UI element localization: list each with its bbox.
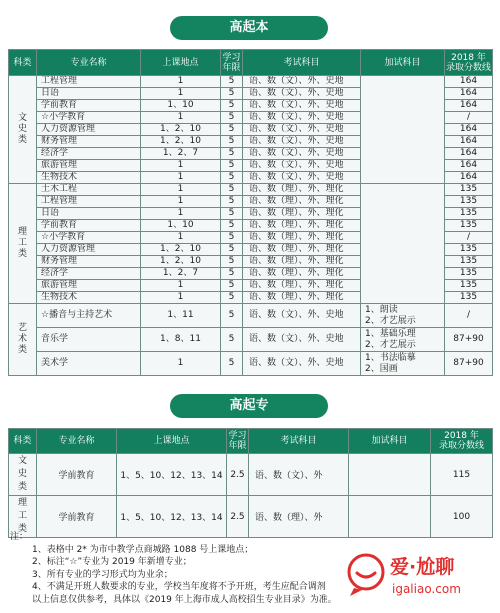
cell-location: 1、10 — [141, 100, 221, 112]
cell-years: 5 — [221, 256, 243, 268]
gaoqiben-body — [9, 76, 493, 376]
cell-score: 87+90 — [445, 352, 493, 376]
cell-location: 1 — [141, 88, 221, 100]
cell-score: 164 — [445, 76, 493, 88]
cell-major: ☆小学教育 — [37, 112, 141, 124]
cell-years: 5 — [221, 88, 243, 100]
chat-bubble-logo-icon — [346, 550, 390, 596]
cell-location: 1 — [141, 292, 221, 304]
cell-major: 人力资源管理 — [37, 124, 141, 136]
cell-major: 旅游管理 — [37, 160, 141, 172]
cell-years: 5 — [221, 292, 243, 304]
header-category: 科类 — [9, 50, 37, 76]
cell-score: 135 — [445, 184, 493, 196]
note-line: 4、不满足开班人数要求的专业，学校当年度将不予开班，考生应配合调剂 — [32, 582, 326, 592]
table-header-row — [9, 429, 493, 454]
cell-years: 5 — [221, 112, 243, 124]
cell-exam: 语、数（理）、外、理化 — [243, 244, 361, 256]
header-score: 2018 年 录取分数线 — [431, 429, 493, 454]
header-major: 专业名称 — [37, 50, 141, 76]
cell-location: 1、2、10 — [141, 244, 221, 256]
cell-location: 1 — [141, 76, 221, 88]
section-title-gaoqiben: 高起本 — [170, 16, 328, 40]
cell-years: 5 — [221, 124, 243, 136]
logo-text: 爱·尬聊 — [390, 556, 455, 578]
cell-location: 1 — [141, 232, 221, 244]
cell-score: 135 — [445, 256, 493, 268]
cell-extra: 1、书法临摹 2、国画 — [361, 352, 445, 376]
cell-location: 1 — [141, 208, 221, 220]
header-extra: 加试科目 — [349, 429, 431, 454]
cell-years: 5 — [221, 268, 243, 280]
cell-score: 164 — [445, 160, 493, 172]
cell-location: 1 — [141, 160, 221, 172]
cell-major: ☆小学教育 — [37, 232, 141, 244]
cell-exam: 语、数（文）、外、史地 — [243, 328, 361, 352]
cell-location: 1、11 — [141, 304, 221, 328]
cell-major: 土木工程 — [37, 184, 141, 196]
cell-location: 1、5、10、12、13、14 — [117, 496, 227, 538]
header-extra: 加试科目 — [361, 50, 445, 76]
cell-location: 1 — [141, 172, 221, 184]
cell-years: 5 — [221, 148, 243, 160]
cell-exam: 语、数（理）、外、理化 — [243, 280, 361, 292]
cell-years: 5 — [221, 76, 243, 88]
cell-exam: 语、数（理）、外、理化 — [243, 256, 361, 268]
notes-label: 注： — [10, 532, 29, 542]
cell-location: 1 — [141, 196, 221, 208]
cell-score: 135 — [445, 220, 493, 232]
gaoqizhuan-table — [8, 428, 493, 538]
cell-exam: 语、数（理）、外、理化 — [243, 208, 361, 220]
cell-major: 音乐学 — [37, 328, 141, 352]
cell-major: 日语 — [37, 208, 141, 220]
cell-major: ☆播音与主持艺术 — [37, 304, 141, 328]
cell-years: 5 — [221, 160, 243, 172]
cell-major: 工程管理 — [37, 196, 141, 208]
header-exam: 考试科目 — [243, 50, 361, 76]
site-logo[interactable] — [346, 550, 494, 606]
cell-years: 5 — [221, 172, 243, 184]
table-row — [9, 352, 493, 376]
cell-major: 财务管理 — [37, 256, 141, 268]
header-location: 上课地点 — [117, 429, 227, 454]
cell-years: 5 — [221, 136, 243, 148]
cell-location: 1、2、10 — [141, 136, 221, 148]
cell-years: 5 — [221, 184, 243, 196]
cell-location: 1、2、10 — [141, 256, 221, 268]
cell-score: / — [445, 304, 493, 328]
header-major: 专业名称 — [37, 429, 117, 454]
cell-extra: 1、基础乐理 2、才艺展示 — [361, 328, 445, 352]
cell-exam: 语、数（文）、外、史地 — [243, 304, 361, 328]
cell-location: 1 — [141, 352, 221, 376]
note-line: 1、表格中 2* 为市中教学点商城路 1088 号上课地点； — [32, 544, 254, 555]
cell-score: 135 — [445, 280, 493, 292]
cell-major: 学前教育 — [37, 100, 141, 112]
category-yishu: 艺 术 类 — [9, 304, 37, 376]
header-years: 学习 年限 — [221, 50, 243, 76]
cell-exam: 语、数（理）、外、理化 — [243, 220, 361, 232]
note-line: 3、所有专业的学习形式均为业余； — [32, 569, 173, 580]
cell-exam: 语、数（文）、外、史地 — [243, 100, 361, 112]
cell-location: 1、8、11 — [141, 328, 221, 352]
cell-exam: 语、数（文）、外、史地 — [243, 136, 361, 148]
category-ligong: 理 工 类 — [9, 184, 37, 304]
cell-score: 135 — [445, 268, 493, 280]
cell-exam: 语、数（理）、外、理化 — [243, 268, 361, 280]
gaoqiben-table — [8, 49, 493, 376]
cell-location: 1 — [141, 280, 221, 292]
cell-years: 5 — [221, 280, 243, 292]
cell-extra — [361, 184, 445, 304]
cell-major: 生物技术 — [37, 292, 141, 304]
cell-years: 5 — [221, 220, 243, 232]
cell-category: 文 史 类 — [9, 454, 37, 496]
cell-score: 164 — [445, 88, 493, 100]
cell-major: 日语 — [37, 88, 141, 100]
note-line: 2、标注“☆”专业为 2019 年新增专业； — [32, 557, 192, 567]
cell-major: 生物技术 — [37, 172, 141, 184]
header-score: 2018 年 录取分数线 — [445, 50, 493, 76]
table-row — [9, 304, 493, 328]
cell-years: 5 — [221, 232, 243, 244]
header-years: 学习 年限 — [227, 429, 249, 454]
cell-exam: 语、数（理）、外、理化 — [243, 184, 361, 196]
cell-years: 5 — [221, 328, 243, 352]
table-row — [9, 76, 493, 88]
cell-location: 1、2、7 — [141, 148, 221, 160]
cell-major: 美术学 — [37, 352, 141, 376]
cell-extra — [361, 76, 445, 184]
cell-extra — [349, 454, 431, 496]
cell-exam: 语、数（理）、外、理化 — [243, 292, 361, 304]
notes — [10, 531, 337, 606]
gaoqizhuan-body — [9, 454, 493, 538]
note-line: 以上信息仅供参考，具体以《2019 年上海市成人高校招生专业目录》为准。 — [32, 594, 337, 605]
cell-exam: 语、数（文）、外 — [249, 454, 349, 496]
cell-score: / — [445, 112, 493, 124]
cell-score: 115 — [431, 454, 493, 496]
cell-exam: 语、数（文）、外、史地 — [243, 172, 361, 184]
table-header-row — [9, 50, 493, 76]
cell-score: 100 — [431, 496, 493, 538]
category-wenshi: 文 史 类 — [9, 76, 37, 184]
cell-location: 1、5、10、12、13、14 — [117, 454, 227, 496]
table-row — [9, 328, 493, 352]
cell-major: 学前教育 — [37, 496, 117, 538]
cell-score: / — [445, 232, 493, 244]
cell-major: 财务管理 — [37, 136, 141, 148]
cell-score: 164 — [445, 148, 493, 160]
cell-years: 5 — [221, 304, 243, 328]
cell-years: 5 — [221, 100, 243, 112]
cell-years: 5 — [221, 244, 243, 256]
cell-score: 164 — [445, 172, 493, 184]
cell-major: 工程管理 — [37, 76, 141, 88]
cell-extra — [349, 496, 431, 538]
table-row — [9, 184, 493, 196]
table-row — [9, 454, 493, 496]
cell-category: 理 工 类 — [9, 496, 37, 538]
cell-exam: 语、数（文）、外、史地 — [243, 148, 361, 160]
cell-location: 1、2、7 — [141, 268, 221, 280]
section-title-gaoqizhuan: 高起专 — [170, 394, 328, 418]
cell-major: 学前教育 — [37, 220, 141, 232]
header-category: 科类 — [9, 429, 37, 454]
cell-major: 旅游管理 — [37, 280, 141, 292]
logo-url: igaliao.com — [392, 582, 461, 596]
cell-exam: 语、数（理）、外、理化 — [243, 196, 361, 208]
header-location: 上课地点 — [141, 50, 221, 76]
cell-years: 5 — [221, 196, 243, 208]
cell-years: 2.5 — [227, 454, 249, 496]
cell-exam: 语、数（文）、外、史地 — [243, 160, 361, 172]
cell-exam: 语、数（文）、外、史地 — [243, 88, 361, 100]
cell-score: 135 — [445, 292, 493, 304]
cell-score: 87+90 — [445, 328, 493, 352]
cell-exam: 语、数（理）、外、理化 — [243, 232, 361, 244]
cell-location: 1 — [141, 184, 221, 196]
cell-major: 学前教育 — [37, 454, 117, 496]
cell-years: 2.5 — [227, 496, 249, 538]
cell-location: 1、10 — [141, 220, 221, 232]
cell-exam: 语、数（理）、外 — [249, 496, 349, 538]
cell-score: 164 — [445, 136, 493, 148]
cell-location: 1 — [141, 112, 221, 124]
cell-score: 135 — [445, 208, 493, 220]
cell-score: 164 — [445, 124, 493, 136]
cell-score: 164 — [445, 100, 493, 112]
cell-extra: 1、朗读 2、才艺展示 — [361, 304, 445, 328]
cell-exam: 语、数（文）、外、史地 — [243, 124, 361, 136]
cell-score: 135 — [445, 196, 493, 208]
cell-location: 1、2、10 — [141, 124, 221, 136]
cell-major: 经济学 — [37, 268, 141, 280]
cell-major: 经济学 — [37, 148, 141, 160]
cell-score: 135 — [445, 244, 493, 256]
cell-years: 5 — [221, 208, 243, 220]
header-exam: 考试科目 — [249, 429, 349, 454]
cell-exam: 语、数（文）、外、史地 — [243, 76, 361, 88]
cell-major: 人力资源管理 — [37, 244, 141, 256]
cell-years: 5 — [221, 352, 243, 376]
cell-exam: 语、数（文）、外、史地 — [243, 112, 361, 124]
cell-exam: 语、数（文）、外、史地 — [243, 352, 361, 376]
